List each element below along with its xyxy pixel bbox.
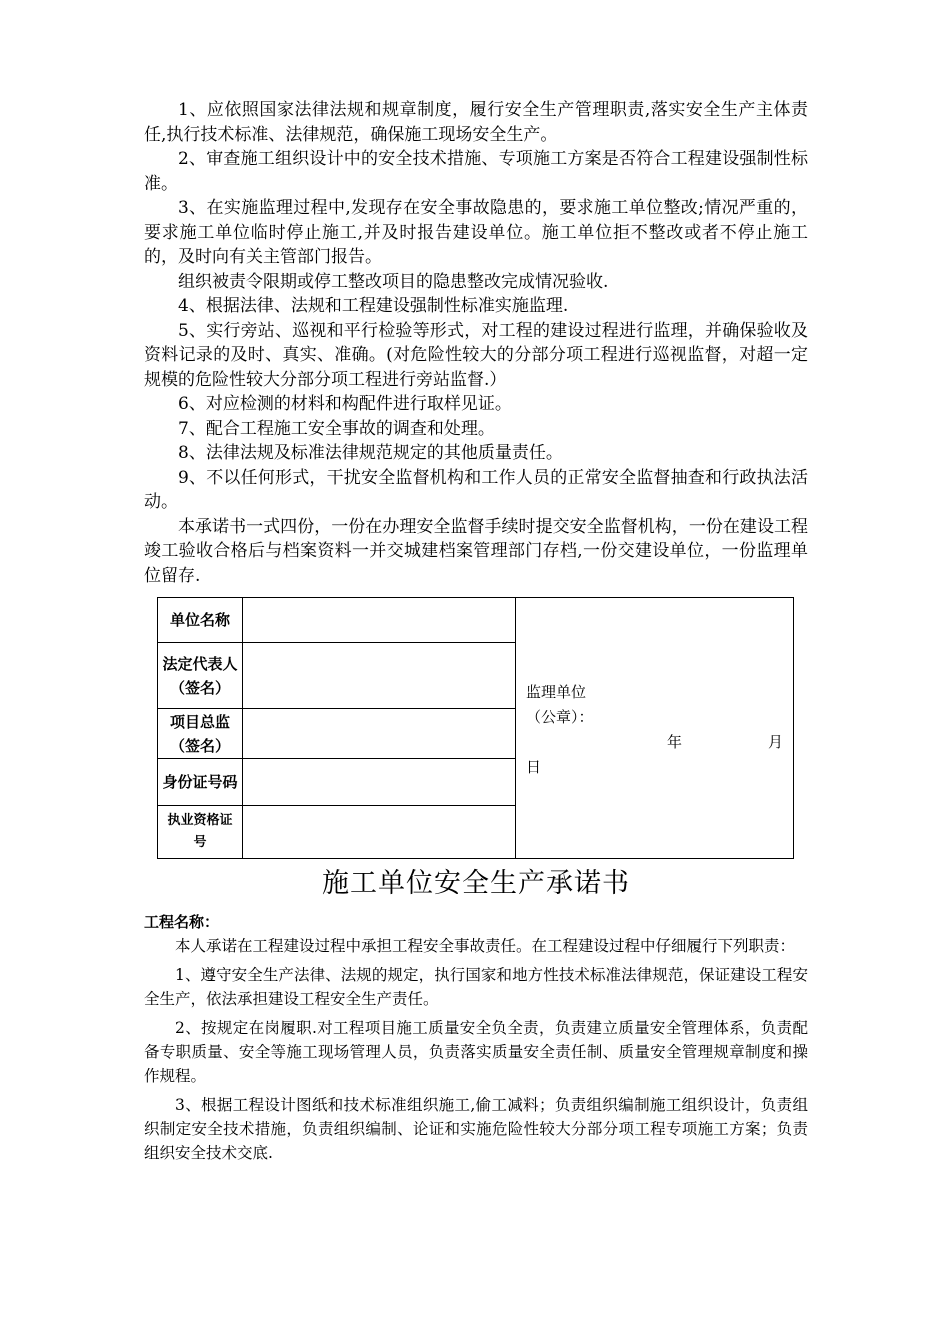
supervision-commitments xyxy=(144,98,808,588)
construction-commitments xyxy=(144,934,808,1170)
copies-note: 本承诺书一式四份，一份在办理安全监督手续时提交安全监督机构，一份在建设工程竣工验收合格后与档案资料一并交城建档案管理部门存档,一份交建设单位，一份监理单位留存. xyxy=(144,516,808,586)
construction-item-1: 1、遵守安全生产法律、法规的规定，执行国家和地方性技术标准法律规范，保证建设工程安全生产，依法承担建设工程安全生产责任。 xyxy=(144,966,808,1008)
section-title: 施工单位安全生产承诺书 xyxy=(322,868,630,899)
commitment-item-2: 2、审查施工组织设计中的安全技术措施、专项施工方案是否符合工程建设强制性标准。 xyxy=(144,149,808,194)
label-legal-representative: 法定代表人 （签名） xyxy=(158,643,243,709)
date-day-label: 日 xyxy=(526,758,542,776)
commitment-item-6: 6、对应检测的材料和构配件进行取样见证。 xyxy=(178,394,512,414)
construction-intro: 本人承诺在工程建设过程中承担工程安全事故责任。在工程建设过程中仔细履行下列职责： xyxy=(175,937,796,955)
label-qualification-cert: 执业资格证 号 xyxy=(158,806,243,859)
date-month-label: 月 xyxy=(767,733,783,751)
id-number-field[interactable] xyxy=(243,759,516,806)
commitment-item-9: 9、不以任何形式，干扰安全监督机构和工作人员的正常安全监督抽查和行政执法活动。 xyxy=(144,467,808,512)
commitment-item-4: 4、根据法律、法规和工程建设强制性标准实施监理. xyxy=(178,296,569,316)
stamp-block xyxy=(526,680,783,780)
chief-supervisor-signature-field[interactable] xyxy=(243,709,516,759)
commitment-item-acceptance: 组织被责令限期或停工整改项目的隐患整改完成情况验收. xyxy=(178,271,609,292)
construction-item-2: 2、按规定在岗履职.对工程项目施工质量安全负全责，负责建立质量安全管理体系，负责配备专职质量、安全等施工现场管理人员，负责落实质量安全责任制、质量安全管理规章制度和操作规程。 xyxy=(144,1019,808,1085)
stamp-seal-label: （公章）： xyxy=(526,708,594,726)
construction-item-3: 3、根据工程设计图纸和技术标准组织施工,偷工减料；负责组织编制施工组织设计，负责组织制定安全技术措施，负责组织编制、论证和实施危险性较大分部分项工程专项施工方案；负责组织安全技术交底. xyxy=(144,1096,808,1162)
label-id-number: 身份证号码 xyxy=(158,759,243,806)
date-line xyxy=(526,730,783,755)
commitment-item-5: 5、实行旁站、巡视和平行检验等形式，对工程的建设过程进行监理，并确保验收及资料记录的及时、真实、准确。(对危险性较大的分部分项工程进行巡视监督，对超一定规模的危险性较大分部分项工程进行旁站监督.） xyxy=(144,320,808,390)
project-name-label: 工程名称： xyxy=(144,913,220,931)
commitment-item-8: 8、法律法规及标准法律规范规定的其他质量责任。 xyxy=(178,443,563,463)
label-unit-name: 单位名称 xyxy=(158,598,243,643)
qualification-cert-field[interactable] xyxy=(243,806,516,859)
stamp-unit-label: 监理单位 xyxy=(526,683,587,701)
table-row xyxy=(158,598,794,643)
commitment-item-1: 1、应依照国家法律法规和规章制度，履行安全生产管理职责,落实安全生产主体责任,执行技术标准、法律规范，确保施工现场安全生产。 xyxy=(144,100,808,145)
commitment-item-7: 7、配合工程施工安全事故的调查和处理。 xyxy=(178,418,495,439)
commitment-item-3: 3、在实施监理过程中,发现存在安全事故隐患的，要求施工单位整改;情况严重的，要求施工单位临时停止施工,并及时报告建设单位。施工单位拒不整改或者不停止施工的，及时向有关主管部门报告。 xyxy=(144,198,808,267)
stamp-area[interactable] xyxy=(516,598,794,859)
legal-representative-signature-field[interactable] xyxy=(243,643,516,709)
unit-name-field[interactable] xyxy=(243,598,516,643)
label-chief-supervisor: 项目总监 （签名） xyxy=(158,709,243,759)
signature-table xyxy=(157,597,794,859)
date-year-label: 年 xyxy=(666,733,682,751)
